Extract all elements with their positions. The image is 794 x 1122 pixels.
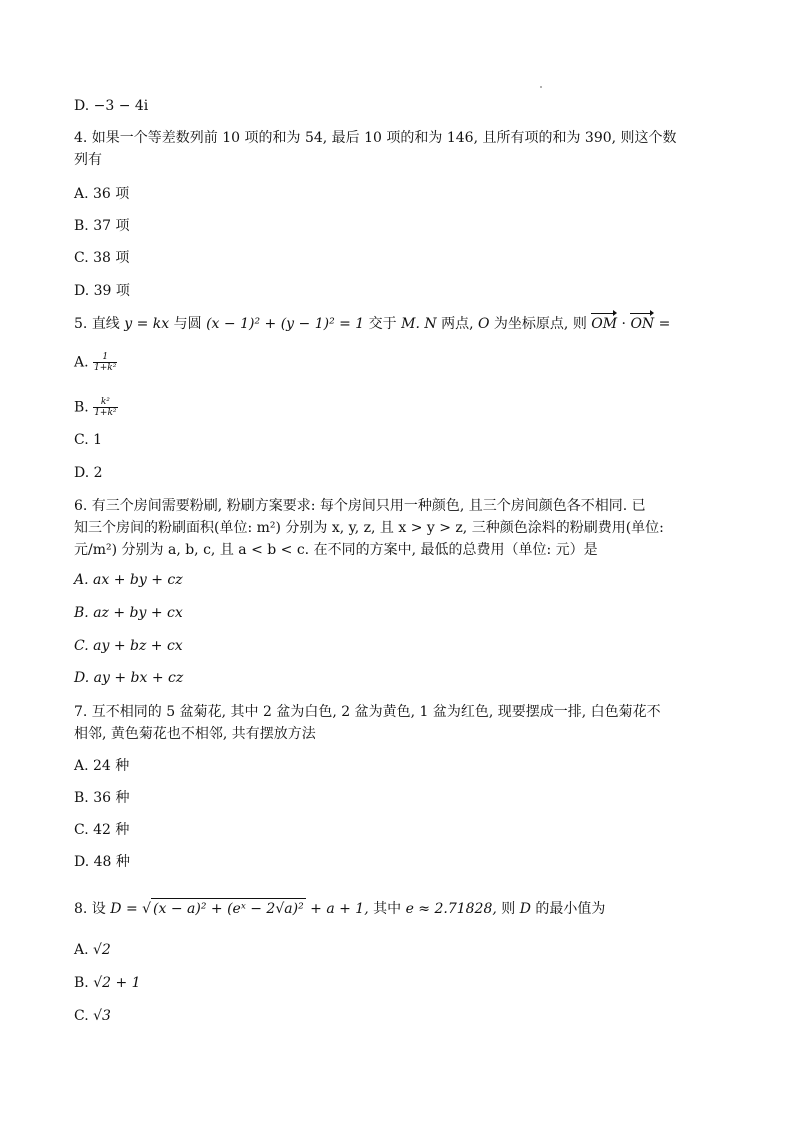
q8-sqrt [142,898,306,919]
q6-stem-line1: 6. 有三个房间需要粉刷, 粉刷方案要求: 每个房间只用一种颜色, 且三个房间颜色各不相同. 已 [74,498,646,514]
q5-option-a-denominator: 1+k² [94,363,117,373]
q5-option-a-numerator: 1 [93,352,117,363]
q5-text-1: 直线 [91,316,120,332]
q5-number: 5. [74,316,88,332]
q8-eq-d: D = [110,901,138,917]
q8-option-c-value: √3 [93,1008,111,1024]
q8-option-a [74,940,111,960]
q5-option-a [74,352,117,373]
q5-option-a-label: A. [74,354,89,371]
q8-option-b [74,973,141,993]
q8-eq-e: e ≈ 2.71828, [405,901,497,917]
q8-option-b-label: B. [74,975,89,991]
q8-option-b-value: √2 + 1 [93,975,141,991]
q5-dot-operator: · [621,316,626,332]
q5-text-4: 两点, [441,316,474,332]
q7-option-c: C. 42 种 [74,822,130,838]
q6-option-b: B. az + by + cx [74,605,183,621]
q3-option-d: D. −3 − 4i [74,98,149,114]
q5-option-b-numerator: k² [93,397,117,408]
q8-text-2: 其中 [373,901,402,917]
q8-text-1: 8. 设 [74,901,106,917]
q5-vector-om: OM [591,316,618,332]
q4-option-b: B. 37 项 [74,218,130,234]
q5-option-b-fraction [93,397,117,418]
q8-option-a-value: √2 [93,942,111,958]
q4-stem-line1: 4. 如果一个等差数列前 10 项的和为 54, 最后 10 项的和为 146, 且所有项的和为 390, 则这个数 [74,130,677,146]
q4-option-c: C. 38 项 [74,250,130,266]
q4-option-a: A. 36 项 [74,186,130,202]
q8-option-c-label: C. [74,1008,89,1024]
q5-vector-on: ON [630,316,655,332]
q4-stem-line2: 列有 [74,152,102,168]
q5-stem [74,314,670,334]
q7-option-a: A. 24 种 [74,758,130,774]
q5-text-3: 交于 [368,316,397,332]
q6-stem-line2: 知三个房间的粉刷面积(单位: m²) 分别为 x, y, z, 且 x > y > z, 三种颜色涂料的粉刷费用(单位: [74,520,664,536]
q5-text-5: 为坐标原点, 则 [493,316,587,332]
sqrt-radical-icon: √ [142,901,152,917]
q5-option-c: C. 1 [74,432,103,448]
q8-option-c [74,1006,111,1026]
q8-text-3: 则 [501,901,516,917]
q5-eq-points: M. N [401,316,437,332]
q5-eq-line: y = kx [124,316,170,332]
q5-option-a-fraction [93,352,117,373]
q8-stem [74,898,605,919]
q7-option-b: B. 36 种 [74,790,130,806]
q5-eq-circle: (x − 1)² + (y − 1)² = 1 [206,316,365,332]
q8-option-a-label: A. [74,942,89,958]
q5-eq-origin: O [477,316,490,332]
q7-stem-line1: 7. 互不相同的 5 盆菊花, 其中 2 盆为白色, 2 盆为黄色, 1 盆为红色, 现要摆成一排, 白色菊花不 [74,704,661,720]
q8-text-4: 的最小值为 [535,901,606,917]
q7-stem-line2: 相邻, 黄色菊花也不相邻, 共有摆放方法 [74,726,316,742]
q5-option-d: D. 2 [74,465,103,481]
q5-text-2: 与圆 [173,316,202,332]
q5-option-b-denominator: 1+k² [94,408,117,418]
q6-option-a: A. ax + by + cz [74,572,183,588]
q5-option-b [74,397,118,418]
q5-option-b-label: B. [74,399,89,416]
scan-dot [540,86,542,88]
q8-eq-d2: D [519,901,531,917]
q4-option-d: D. 39 项 [74,283,130,299]
q8-eq-tail: + a + 1, [310,901,369,917]
q6-option-d: D. ay + bx + cz [74,670,184,686]
q6-stem-line3: 元/m²) 分别为 a, b, c, 且 a < b < c. 在不同的方案中, 最低的总费用（单位: 元）是 [74,542,598,558]
q5-equals: = [658,316,671,332]
q7-option-d: D. 48 种 [74,854,130,870]
q6-option-c: C. ay + bz + cx [74,638,183,654]
q8-radicand: (x − a)² + (eˣ − 2√a)² [151,898,306,919]
